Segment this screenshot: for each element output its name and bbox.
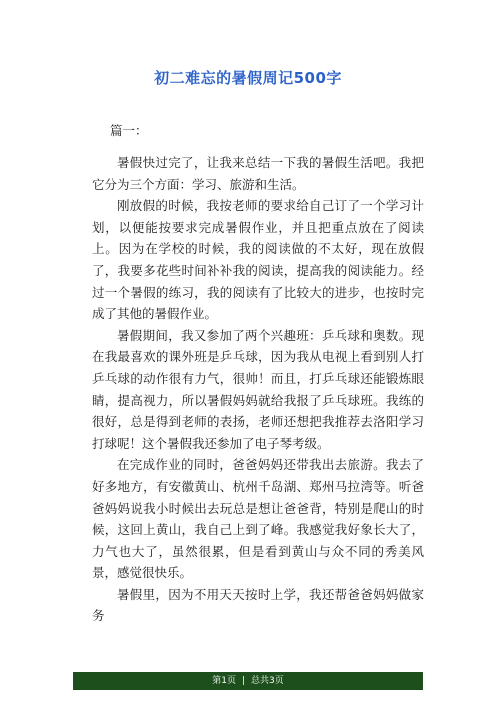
page-current: 第1页 <box>212 676 236 686</box>
page-footer <box>73 672 423 690</box>
section-label: 篇一： <box>110 123 148 138</box>
document-body <box>92 122 424 627</box>
paragraph-4: 在完成作业的同时，爸爸妈妈还带我出去旅游。我去了好多地方，有安徽黄山、杭州千岛湖、郑州马拉湾等。听爸爸妈妈说我小时候出去玩总是想让爸爸背，特别是爬山的时候，这回上黄山，我自己上到了峰。我感觉我好象长大了，力气也大了，虽然很累，但是看到黄山与众不同的秀美风景，感觉很快乐。 <box>92 457 424 581</box>
footer-separator: | <box>241 676 246 686</box>
paragraph-3: 暑假期间，我又参加了两个兴趣班：乒乓球和奥数。现在我最喜欢的课外班是乒乓球，因为我从电视上看到别人打乒乓球的动作很有力气，很帅！而且，打乒乓球还能锻炼眼睛，提高视力，所以暑假妈妈就给我报了乒乓球班。我练的很好，总是得到老师的表扬，老师还想把我推荐去洛阳学习打球呢！这个暑假我还参加了电子琴考级。 <box>92 327 424 451</box>
document-title: 初二难忘的暑假周记500字 <box>154 69 342 87</box>
paragraph-2: 刚放假的时候，我按老师的要求给自己订了一个学习计划，以便能按要求完成暑假作业，并且把重点放在了阅读上。因为在学校的时候，我的阅读做的不太好，现在放假了，我要多花些时间补补我的阅读，提高我的阅读能力。经过一个暑假的练习，我的阅读有了比较大的进步，也按时完成了其他的暑假作业。 <box>92 198 424 322</box>
page-total: 总共3页 <box>251 676 284 686</box>
paragraph-5: 暑假里，因为不用天天按时上学，我还帮爸爸妈妈做家务 <box>92 586 424 624</box>
paragraph-1: 暑假快过完了，让我来总结一下我的暑假生活吧。我把它分为三个方面：学习、旅游和生活。 <box>92 155 424 192</box>
